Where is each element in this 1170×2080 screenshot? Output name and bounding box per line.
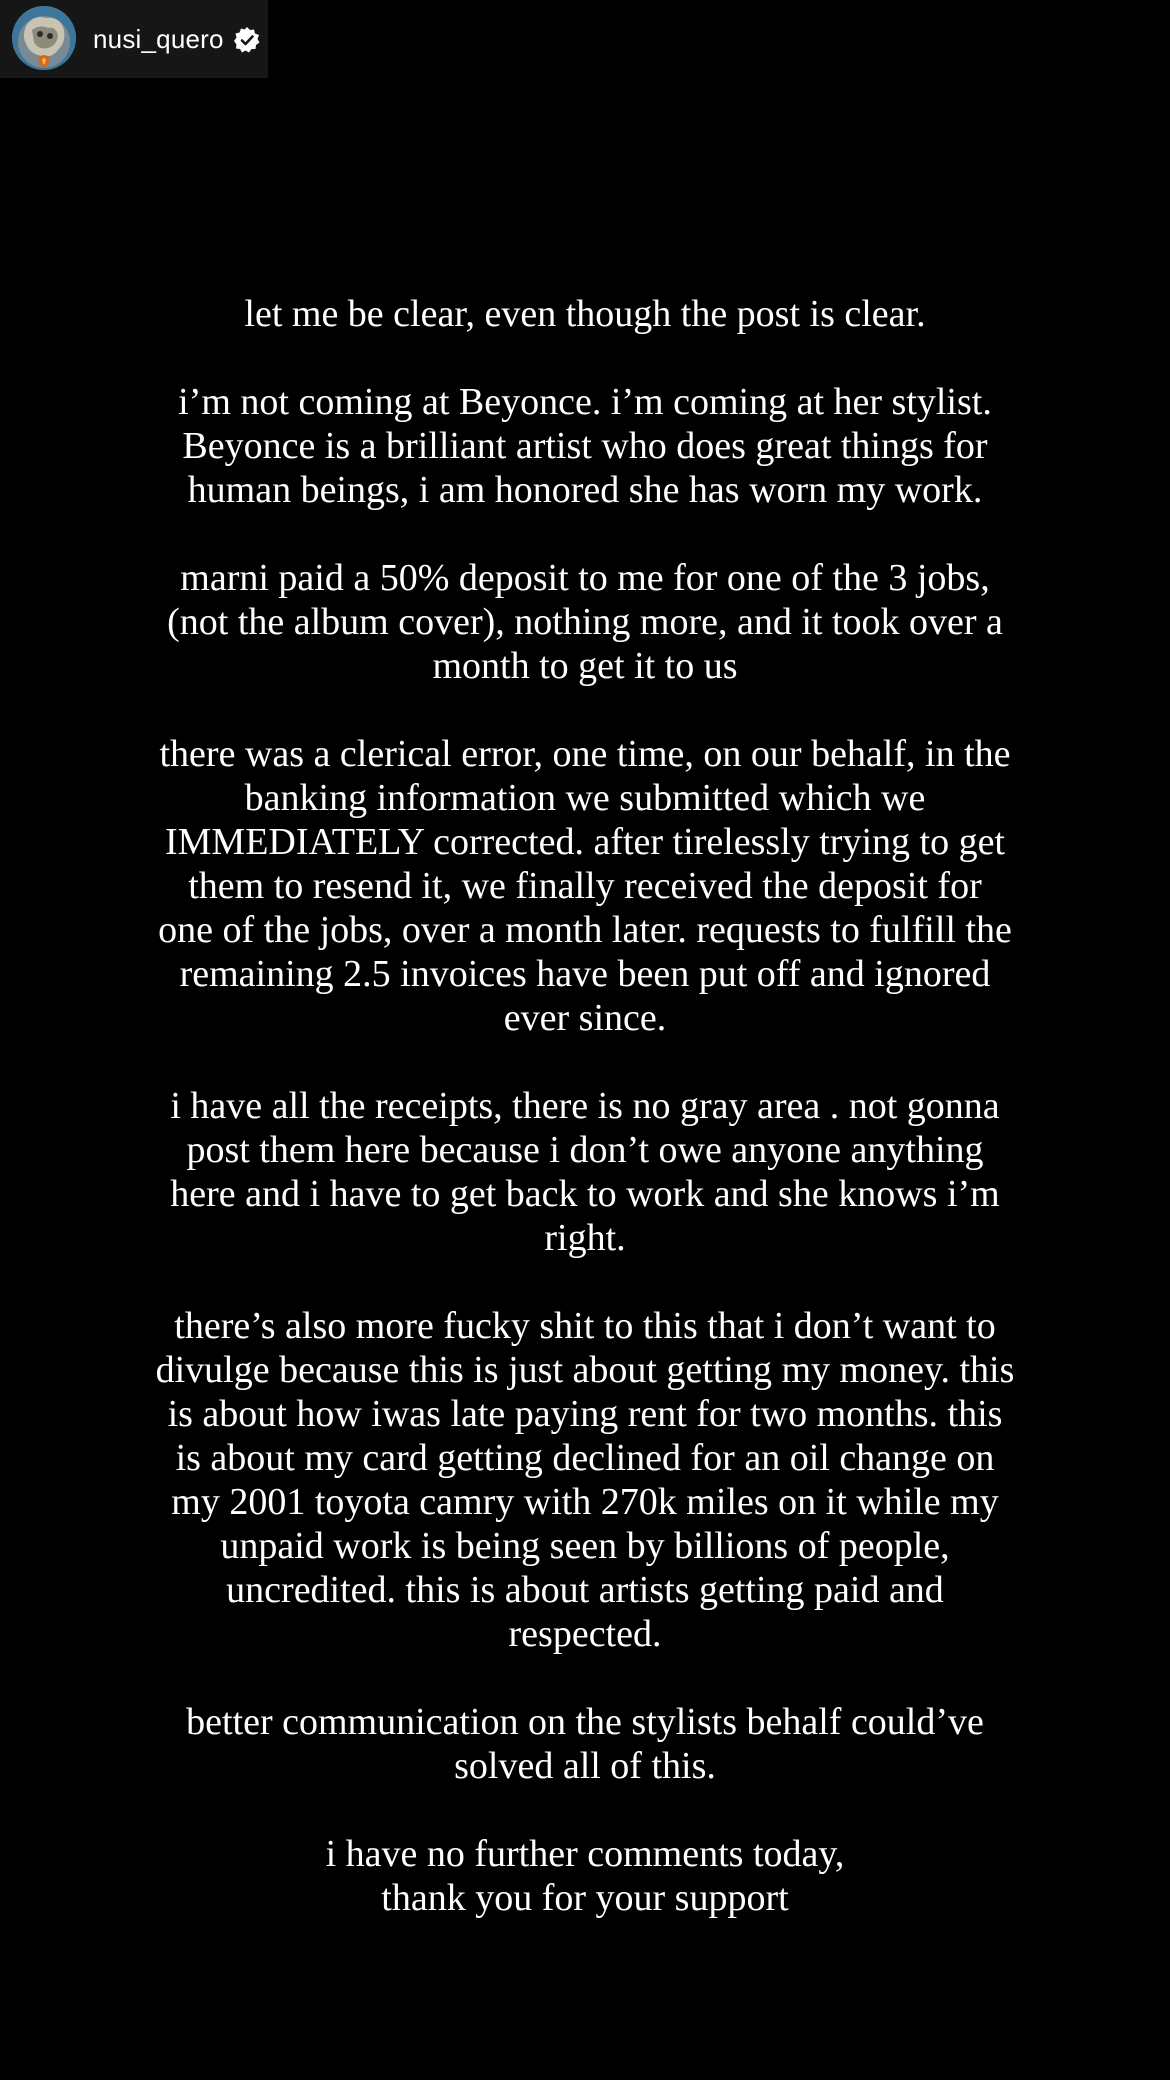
avatar[interactable] <box>12 6 76 70</box>
story-paragraph: i’m not coming at Beyonce. i’m coming at her stylist. Beyonce is a brilliant artist who does great things for human beings, i am honored she has worn my work. <box>178 381 992 511</box>
verified-badge-icon <box>233 26 261 54</box>
username[interactable]: nusi_quero <box>93 24 224 54</box>
story-text-block <box>60 292 1110 1920</box>
story-paragraph: let me be clear, even though the post is clear. <box>244 293 926 335</box>
avatar-photo-icon <box>12 6 76 70</box>
story-paragraph: there’s also more fucky shit to this that i don’t want to divulge because this is just about getting my money. this is about how iwas late paying rent for two months. this is about my card getting declined for an oil change on my 2001 toyota camry with 270k miles on it while my unpaid work is being seen by billions of people, uncredited. this is about artists getting paid and respected. <box>155 1305 1015 1655</box>
story-paragraph: better communication on the stylists behalf could’ve solved all of this. <box>186 1701 984 1787</box>
story-header <box>0 0 268 78</box>
story-paragraph: marni paid a 50% deposit to me for one of the 3 jobs, (not the album cover), nothing more, and it took over a month to get it to us <box>167 557 1003 687</box>
story-paragraph: i have all the receipts, there is no gray area . not gonna post them here because i don’t owe anyone anything here and i have to get back to work and she knows i’m right. <box>170 1085 1000 1259</box>
story-paragraph: there was a clerical error, one time, on our behalf, in the banking information we submitted which we IMMEDIATELY corrected. after tirelessly trying to get them to resend it, we finally received the deposit for one of the jobs, over a month later. requests to fulfill the remaining 2.5 invoices have been put off and ignored ever since. <box>158 733 1012 1039</box>
story-paragraph: i have no further comments today, thank you for your support <box>325 1833 845 1919</box>
